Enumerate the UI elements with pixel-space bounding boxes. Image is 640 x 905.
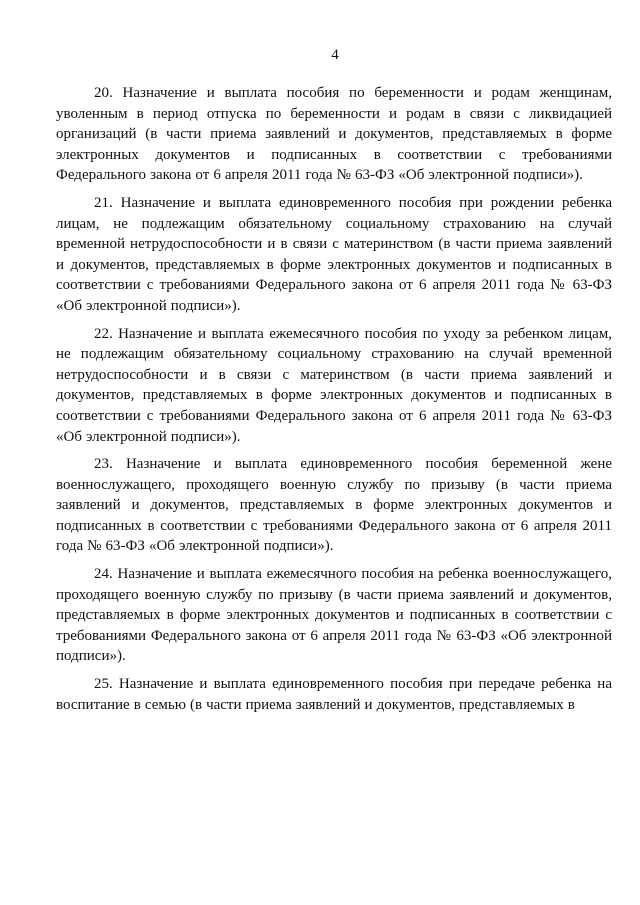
page-number: 4 [331, 47, 339, 63]
paragraph-22: 22. Назначение и выплата ежемесячного пособия по уходу за ребенком лицам, не подлежащим обязательному социальному страхованию на случай временной нетрудоспособности и в связи с материнством (в части приема заявлений и документов, представляемых в форме электронных документов и подписанных в соответствии с требованиями Федерального закона от 6 апреля 2011 года № 63-ФЗ «Об электронной подписи»). [56, 325, 612, 445]
paragraph-25: 25. Назначение и выплата единовременного пособия при передаче ребенка на воспитание в семью (в части приема заявлений и документов, представляемых в [56, 676, 612, 713]
document-body [56, 83, 612, 722]
paragraph-23: 23. Назначение и выплата единовременного пособия беременной жене военнослужащего, проходящего военную службу по призыву (в части приема заявлений и документов, представляемых в форме электронных документов и подписанных в соответствии с требованиями Федерального закона от 6 апреля 2011 года № 63-ФЗ «Об электронной подписи»). [56, 456, 612, 555]
paragraph-21: 21. Назначение и выплата единовременного пособия при рождении ребенка лицам, не подлежащим обязательному социальному страхованию на случай временной нетрудоспособности и в связи с материнством (в части приема заявлений и документов, представляемых в форме электронных документов и подписанных в соответствии с требованиями Федерального закона от 6 апреля 2011 года № 63-ФЗ «Об электронной подписи»). [56, 194, 612, 314]
paragraph-20: 20. Назначение и выплата пособия по беременности и родам женщинам, уволенным в период отпуска по беременности и родам в связи с ликвидацией организаций (в части приема заявлений и документов, представляемых в форме электронных документов и подписанных в соответствии с требованиями Федерального закона от 6 апреля 2011 года № 63-ФЗ «Об электронной подписи»). [56, 85, 612, 184]
paragraph-24: 24. Назначение и выплата ежемесячного пособия на ребенка военнослужащего, проходящего военную службу по призыву (в части приема заявлений и документов, представляемых в форме электронных документов и подписанных в соответствии с требованиями Федерального закона от 6 апреля 2011 года № 63-ФЗ «Об электронной подписи»). [56, 566, 612, 665]
